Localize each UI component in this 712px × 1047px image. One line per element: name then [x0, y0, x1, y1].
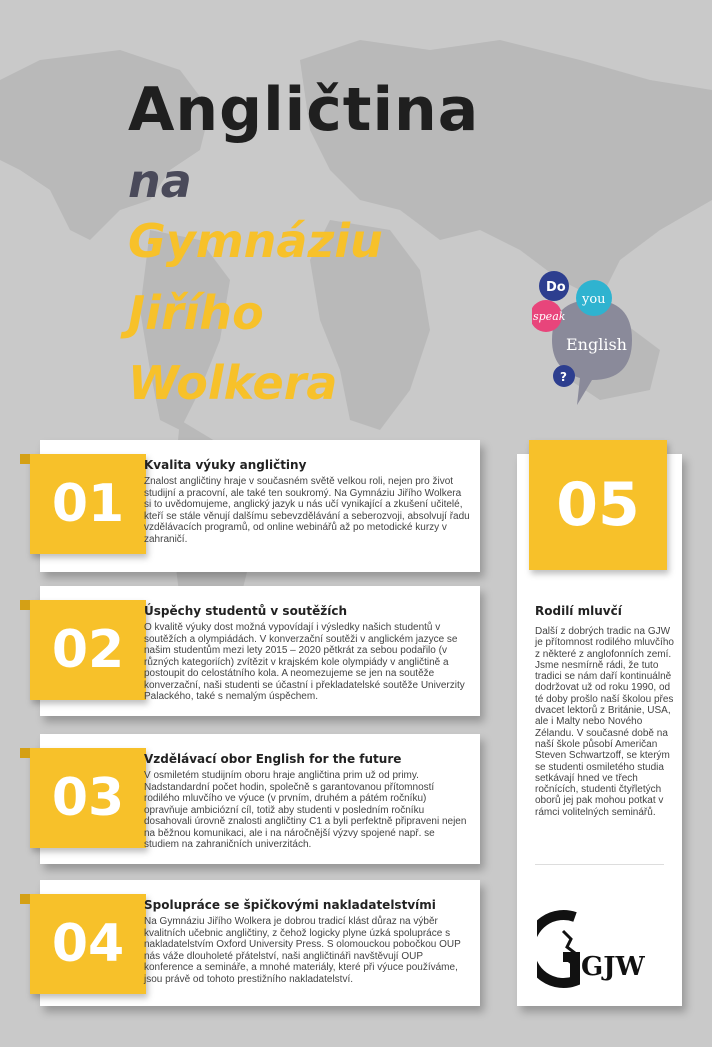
- section-card-3: [40, 734, 480, 864]
- section-heading: Spolupráce se špičkovými nakladatelstvími: [144, 898, 436, 912]
- bubble-question: ?: [560, 370, 567, 384]
- section-card-4: [40, 880, 480, 1006]
- section-text: Na Gymnáziu Jiřího Wolkera je dobrou tradicí klást důraz na výběr kvalitních učebnic angličtiny, z čehož logicky plyne úzká spolupráce s nakladatelstvím Oxford University Press. S olomouckou pobočkou OUP nás váže dlouholeté přátelství, naši angličtináři navštěvují OUP konference a semináře, a mnohé materiály, které při výuce používáme, jsou právě od tohoto prestižního nakladatelství.: [144, 916, 461, 985]
- section-number-badge: 04: [30, 894, 146, 994]
- section-card-1: [40, 440, 480, 572]
- gjw-logo-icon: [537, 909, 657, 989]
- section-text: Další z dobrých tradic na GJW je přítomnost rodilého mluvčího z některé z anglofonních zemí. Jsme nesmírně rádi, že tuto tradici se nám daří kontinuálně dodržovat už od roku 1990, od té doby prošlo naší školou přes dvacet lektorů z Británie, USA, ale i Malty nebo Nového Zélandu. V současné době na naší škole působí Američan Steven Schwartzoff, se kterým se studenti osmiletého studia setkávají hned ve třech ročnících, studenti čtyřletých oborů jej pak mohou potkat v rámci volitelných seminářů.: [535, 626, 674, 818]
- bubble-do: Do: [546, 280, 566, 295]
- bubble-you: you: [582, 292, 606, 307]
- title-line-gymnaziu: Gymnáziu: [128, 214, 383, 268]
- section-number-badge: 01: [30, 454, 146, 554]
- section-heading: Rodilí mluvčí: [535, 604, 622, 618]
- section-card-5: [517, 454, 682, 1006]
- section-heading: Úspěchy studentů v soutěžích: [144, 604, 347, 618]
- logo-text: GJW: [581, 952, 645, 982]
- bubble-speak: speak: [533, 310, 566, 323]
- section-number-badge: 03: [30, 748, 146, 848]
- title-line-na: na: [128, 154, 192, 208]
- section-text: Znalost angličtiny hraje v současném světě velkou roli, nejen pro život studijní a pracovní, ale také ten soukromý. Na Gymnáziu Jiřího Wolkera si to uvědomujeme, anglický jazyk u nás učí vynikající a zkušení učitelé, kteří se stále věnují dalšímu sebevzdělávání a seberozvoji, absolvují řadu vzdělávacích programů, od online webinářů až po metodické kurzy v zahraničí.: [144, 476, 470, 545]
- speech-bubbles-illustration: [532, 270, 652, 410]
- section-text: O kvalitě výuky dost možná vypovídají i výsledky našich studentů v soutěžích a olympiádách. V konverzační soutěži v anglickém jazyce se našim studentům mezi lety 2015 – 2020 pětkrát za sebou podařilo (v různých kategoriích) zvítězit v krajském kole olympiády v angličtině a postoupit do celostátního kola. A neomezujeme se jen na soutěže konverzační, naši studenti se účastní i překladatelské soutěže Univerzity Palackého, také s nemalým úspěchem.: [144, 622, 465, 702]
- title-line-wolkera: Wolkera: [128, 356, 338, 410]
- section-text: V osmiletém studijním oboru hraje angličtina prim už od primy. Nadstandardní počet hodin, společně s garantovanou přítomností rodilého mluvčího ve výuce (v prvním, druhém a pátém ročníku) opravňuje ambiciózní cíl, totiž aby studenti v posledním ročníku dosahovali úrovně znalosti angličtiny C1 a byli perfektně připraveni nejen na běžnou komunikaci, ale i na náročnější výzvy spojené např. se studiem na zahraničních univerzitách.: [144, 770, 467, 850]
- divider: [535, 864, 664, 865]
- title-line-jiriho: Jiřího: [128, 286, 264, 340]
- section-heading: Kvalita výuky angličtiny: [144, 458, 307, 472]
- section-card-2: [40, 586, 480, 716]
- title-line-anglictina: Angličtina: [128, 75, 480, 145]
- section-number-badge: 02: [30, 600, 146, 700]
- section-number-badge: 05: [529, 440, 667, 570]
- bubble-english: English: [566, 335, 627, 354]
- section-heading: Vzdělávací obor English for the future: [144, 752, 402, 766]
